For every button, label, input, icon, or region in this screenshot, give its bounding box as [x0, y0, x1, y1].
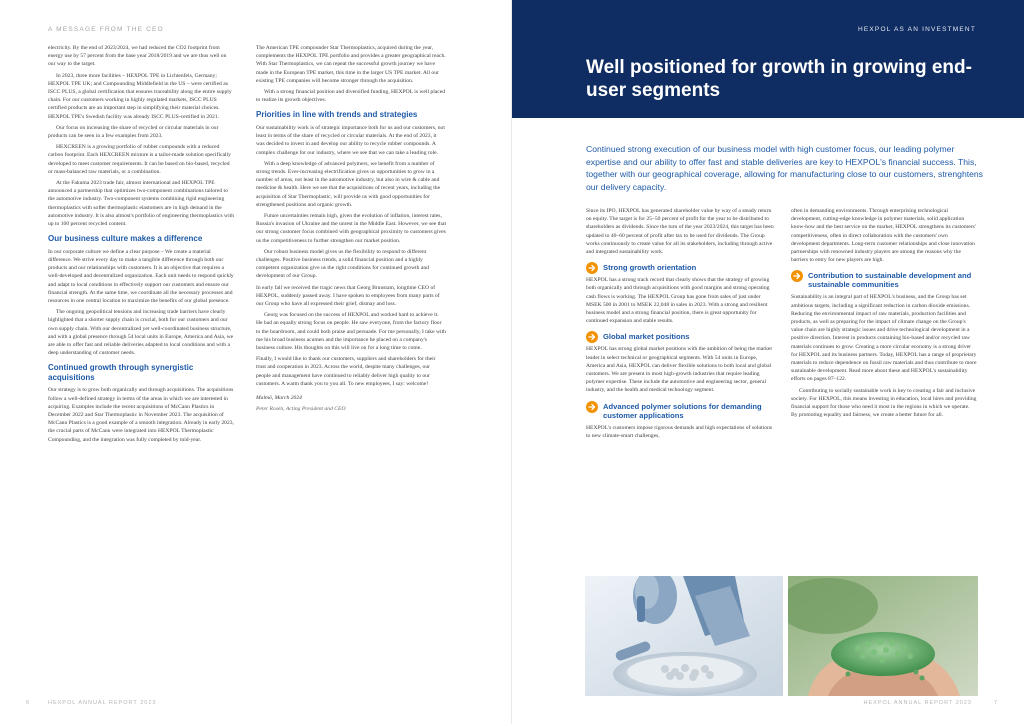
- right-column-2: [791, 207, 977, 553]
- body-paragraph: At the Fakuma 2023 trade fair, almost international and HEXPOL TPE announced a partnership that optimizes two-component combinations tailored to the automotive industry. Two-component systems combining rigid engineering thermoplastics with softer thermoplastic elastomers are in high demand in the automotive industry. It is also almost's portfolio of engineering thermoplastics with up to 100 percent recycled content.: [48, 180, 234, 228]
- heading-label: Strong growth orientation: [603, 263, 697, 273]
- section-heading: Continued growth through synergistic acquisitions: [48, 363, 194, 382]
- heading-label: Advanced polymer solutions for demanding customer applications: [603, 401, 762, 420]
- lab-photo: [585, 576, 783, 696]
- arrow-right-icon: [586, 401, 598, 413]
- signature: Peter Rosén, Acting President and CEO: [256, 406, 346, 413]
- left-column-1: [48, 44, 234, 674]
- body-paragraph: electricity. By the end of 2023/2024, we had reduced the CO2 footprint from energy use by 57 percent from the base year 2018/2019 and we are thus well on our way to the target.: [48, 45, 227, 68]
- body-paragraph: Our strategy is to grow both organically and through acquisitions. The acquisitions follow a well-defined strategy in terms of the areas in which we are interested in acquiring. Examples include the recent acquisitions of McCann Plastics in December 2022 and Star Thermoplastic in November 2023. The acquisition of McCann Plastics is a good example of a smooth integration. Already in early 2023, the crucial parts of McCann were integrated into HEXPOL Thermoplastic Compounding, and the integration was fully completed by mid-year.: [48, 387, 234, 443]
- intro-paragraph: Continued strong execution of our business model with high customer focus, our leading polymer expertise and our ability to offer fast and stable deliveries are key to HEXPOL's financial success. This, together with our geographical coverage, allowing for manufacturing close to our customers, strenghtens our delivery capacity.: [586, 144, 983, 192]
- body-paragraph: Our robust business model gives us the flexibility to respond to different challenges. Positive business trends, a solid financial position and a highly competent organization give us the right conditions for continued growth and development of our Group.: [256, 248, 429, 280]
- right-column-1: [586, 207, 774, 567]
- body-paragraph: Contributing to socially sustainable work is key to creating a fair and inclusive society. For HEXPOL, this means investing in education, local hires and providing financial support for those who need it most in the regions in which we operate. By promoting equality and fairness, we create a better future for all.: [791, 387, 977, 419]
- footer-title: HEXPOL ANNUAL REPORT 2023: [863, 700, 972, 706]
- heading-label: Global market positions: [603, 332, 690, 342]
- body-paragraph: HEXPOL has strong global market positions with the ambition of being the market leader in select technical or geographical segments. With 54 units in Europe, America and Asia, HEXPOL can deliver flexible solutions to both local and global customers. We are present in most high-growth industries that require leading polymer expertise. These include the automotive and engineering sector, general industry, and the health and medical technology segment.: [586, 346, 772, 394]
- body-paragraph: Future uncertainties remain high, given the evolution of inflation, interest rates, Russia's invasion of Ukraine and the unrest in the Middle East. However, we see that our strong customer focus combined with geographical proximity to customers gives us the competitiveness to further strengthen our market position.: [256, 212, 446, 244]
- right-page: [512, 0, 1024, 724]
- body-paragraph: Sustainability is an integral part of HEXPOL's business, and the Group has set ambitious targets, including a significant reduction in carbon dioxide emissions. Reducing the environmental impact of raw materials, production facilities and products, as well as preparing for the impact of climate change on the Group's value chain are highly strategic issues and drive technological development in a positive direction. Interest in products containing bio-based and/or recycled raw materials continues to grow. Creating a more circular economy is a strong driver for HEXPOL and its business partners. Today, HEXPOL has a range of proprietary materials to reduce dependence on fossil raw materials and thus contribute to more sustainable development. Read more about these and HEXPOL's sustainability efforts on pages 87–122.: [791, 294, 977, 383]
- page-title: Well positioned for growth in growing end-user segments: [586, 57, 972, 101]
- page-number: 6: [26, 700, 31, 706]
- arrow-right-icon: [791, 270, 803, 282]
- signature: Malmö, March 2024: [256, 395, 302, 402]
- body-paragraph: often in demanding environments. Through enterprising technological development, cutting-edge knowledge in polymer materials, solid application know-how and the best service on the market, HEXPOL strengthens its customers' competitiveness, often in direct collaboration with the customers' own development departments. Long-term customer relationships and close innovation partnerships with renowned industry players are among the reasons why the barriers to entry for new players are high.: [791, 208, 976, 264]
- section-label: A MESSAGE FROM THE CEO: [48, 26, 164, 33]
- body-paragraph: Our sustainability work is of strategic importance both for us and our customers, not least in terms of the share of recycled or circular materials. At the end of 2023, it was decided to invest in and develop our ability to recycle rubber compounds. A complex challenge for our industry, where we see that we can take a leading role.: [256, 124, 445, 156]
- section-heading: Our business culture makes a difference: [48, 234, 203, 244]
- hands-pellets-photo: [788, 576, 978, 696]
- body-paragraph: HEXCREEN is a growing portfolio of rubber compounds with a reduced carbon footprint. Each HEXCREEN mixture is a tailor-made solution specifically developed to meet customer requirements. It can be based on bio-based, recycled or mass-balanced raw materials, or a combination.: [48, 144, 231, 175]
- section-heading: [586, 263, 774, 272]
- arrow-right-icon: [586, 262, 598, 274]
- body-paragraph: HEXPOL has a strong track record that clearly shows that the strategy of growing both organically and through acquisitions with good margins and strong operating cash flows is working. The HEXPOL Group has gone from sales of just under MSEK 500 in 2001 to MSEK 22,048 in sales in 2023. With a strong and resilient business model and a strong financial position, there is great opportunity for continued expansion and stable results.: [586, 277, 770, 325]
- section-label: HEXPOL AS AN INVESTMENT: [857, 26, 976, 33]
- body-paragraph: With a strong financial position and diversified funding, HEXPOL is well placed to realize its growth objectives.: [256, 89, 446, 104]
- body-paragraph: In early fall we received the tragic news that Georg Brunstam, longtime CEO of HEXPOL, suddenly passed away. I have spoken to employees from many parts of our Group who have all expressed their grief, dismay and loss.: [256, 284, 440, 307]
- body-paragraph: Georg was focused on the success of HEXPOL and worked hard to achieve it. He had an equally strong focus on people. He saw everyone, from the factory floor to the boardroom, and could both praise and persuade. For me personally, I take with me his broad business acumen and the importance he placed on a company's business culture. His thoughts on this will live on for a long time to come.: [256, 312, 446, 351]
- hero-banner: [512, 0, 1024, 118]
- body-paragraph: With a deep knowledge of advanced polymers, we benefit from a number of strong trends. Ever-increasing electrification gives us opportunities to grow in a number of areas, not least in the automotive industry, but also in wire & cable and medicine & health. Here we see that the acquisitions of recent years, including the acquisition of Star Thermoplastic, will provide us with good opportunities for strengthened positions and organic growth.: [256, 160, 441, 208]
- section-heading: Priorities in line with trends and strategies: [256, 110, 418, 120]
- section-heading: [586, 332, 774, 341]
- body-paragraph: In 2023, three more facilities – HEXPOL TPE in Lichtenfels, Germany; HEXPOL TPE UK; and Compounding Middlefield in the US – were certified as ISCC PLUS, a global certification that ensures traceability along the entire supply chain. For our customers working in highly regulated markets, ISCC PLUS certified products are an important step in simplifying their material choices. HEXPOL TPE's Swedish facility was already ISCC PLUS-certified in 2021.: [48, 72, 232, 120]
- left-column-2: [256, 44, 446, 674]
- page-number: 7: [993, 700, 998, 706]
- body-paragraph: Since its IPO, HEXPOL has generated shareholder value by way of a steady return on equity. The target is for 25–50 percent of profit for the year to be distributed to shareholders as dividends. Since the turn of the year 2023/2024, this target has been updated to 40–60 percent of profit after tax to be used for dividends. The Group works continuously to create value for all its stakeholders, including through active and integrated sustainability work.: [586, 208, 774, 256]
- body-paragraph: The ongoing geopolitical tensions and increasing trade barriers have clearly highlighted that a shorter supply chain is crucial, both for our customers and our own supply chain. With our decentralized yet well-coordinated business structure, and with a global presence through 54 local units in Europe, America and Asia, we are able to offer fast and reliable deliveries adapted to local conditions and with a deep understanding of customer needs.: [48, 309, 234, 357]
- section-heading: [586, 402, 774, 420]
- body-paragraph: Finally, I would like to thank our customers, suppliers and shareholders for their trust and cooperation in 2023. Across the world, despite many challenges, our people and management have continued to reliably deliver high quality to our customers. A warm thank you to you all. To new employees, I say: welcome!: [256, 356, 436, 387]
- footer-title: HEXPOL ANNUAL REPORT 2023: [48, 700, 157, 706]
- heading-label: Contribution to sustainable development and sustainable communities: [808, 271, 972, 290]
- body-paragraph: HEXPOL's customers impose rigorous demands and high expectations of solutions to new climate-smart challenges,: [586, 424, 773, 439]
- body-paragraph: In our corporate culture we define a clear purpose – We create a material difference. We strive every day to make a tangible difference through both our products and our relationships with customers. It is an objective that requires a well-developed and decentralized organization. Each unit needs to respond quickly and adapt to local conditions in effectively support our customers and ensure our financial strength. At the same time, we coordinate all the necessary processes and resources in one central location to maximize the benefits of our global presence.: [48, 248, 234, 304]
- section-heading: [791, 271, 977, 289]
- body-paragraph: Our focus on increasing the share of recycled or circular materials in our products can be seen in a few examples from 2023.: [48, 124, 219, 140]
- arrow-right-icon: [586, 331, 598, 343]
- body-paragraph: The American TPE compounder Star Thermoplastics, acquired during the year, complements the HEXPOL TPE portfolio and provides a greater geographical reach. With Star Thermoplastics, we can repeat the successful growth journey we have made in the European TPE market, this time in the larger US TPE market. All our existing TPE companies will become stronger through the acquisition.: [256, 45, 446, 84]
